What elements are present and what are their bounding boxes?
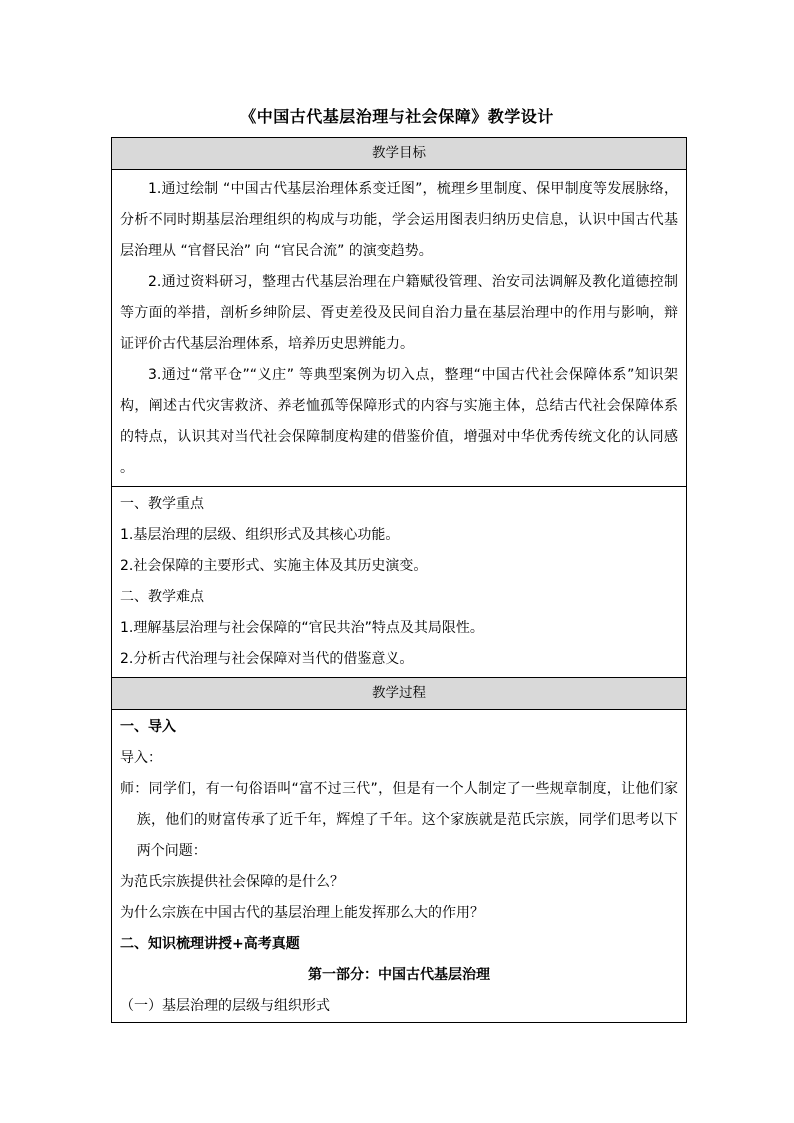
sub1-title: （一）基层治理的层级与组织形式 [120,998,330,1014]
lesson-plan-table [111,137,687,1023]
focus-item-2: 2.社会保障的主要形式、实施主体及其历史演变。 [120,558,428,574]
difficulty-item-1: 1.理解基层治理与社会保障的“官民共治”特点及其局限性。 [120,620,484,636]
difficulty-item-2: 2.分析古代治理与社会保障对当代的借鉴意义。 [120,651,414,667]
teacher-speech: 师：同学们，有一句俗语叫“富不过三代”，但是有一个人制定了一些规章制度，让他们家族，他们的财富传承了近千年，辉煌了千年。这个家族就是范氏宗族，同学们思考以下两个问题： [120,781,678,859]
goal-item-2: 2.通过资料研习，整理古代基层治理在户籍赋役管理、治安司法调解及教化道德控制等方面的举措，剖析乡绅阶层、胥吏差役及民间自治力量在基层治理中的作用与影响，辩证评价古代基层治理体系，培养历史思辨能力。 [120,274,678,352]
focus-item-1: 1.基层治理的层级、组织形式及其核心功能。 [120,527,400,543]
focus-title: 一、教学重点 [120,496,204,512]
difficulty-title: 二、教学难点 [120,589,204,605]
question-1: 为范氏宗族提供社会保障的是什么？ [120,874,344,890]
intro-title: 一、导入 [120,719,176,735]
teaching-process-cell [112,710,686,1022]
intro-label: 导入： [120,750,162,766]
goal-item-1: 1.通过绘制 “中国古代基层治理体系变迁图”，梳理乡里制度、保甲制度等发展脉络，分析不同时期基层治理组织的构成与功能，学会运用图表归纳历史信息，认识中国古代基层治理从 “官督民治” 向 “官民合流” 的演变趋势。 [120,181,678,259]
key-difficult-points-cell [112,487,686,678]
section2-title: 二、知识梳理讲授+高考真题 [120,936,300,952]
question-2: 为什么宗族在中国古代的基层治理上能发挥那么大的作用？ [120,905,484,921]
teaching-goals-cell [112,170,686,487]
teaching-process-header: 教学过程 [112,678,686,710]
document-title: 《中国古代基层治理与社会保障》教学设计 [240,107,554,126]
goal-item-3: 3.通过“常平仓”“义庄” 等典型案例为切入点，整理“中国古代社会保障体系”知识架构，阐述古代灾害救济、养老恤孤等保障形式的内容与实施主体，总结古代社会保障体系的特点，认识其对当代社会保障制度构建的借鉴价值，增强对中华优秀传统文化的认同感 。 [120,367,678,476]
part1-title: 第一部分：中国古代基层治理 [308,967,490,983]
teaching-goals-header: 教学目标 [112,138,686,170]
